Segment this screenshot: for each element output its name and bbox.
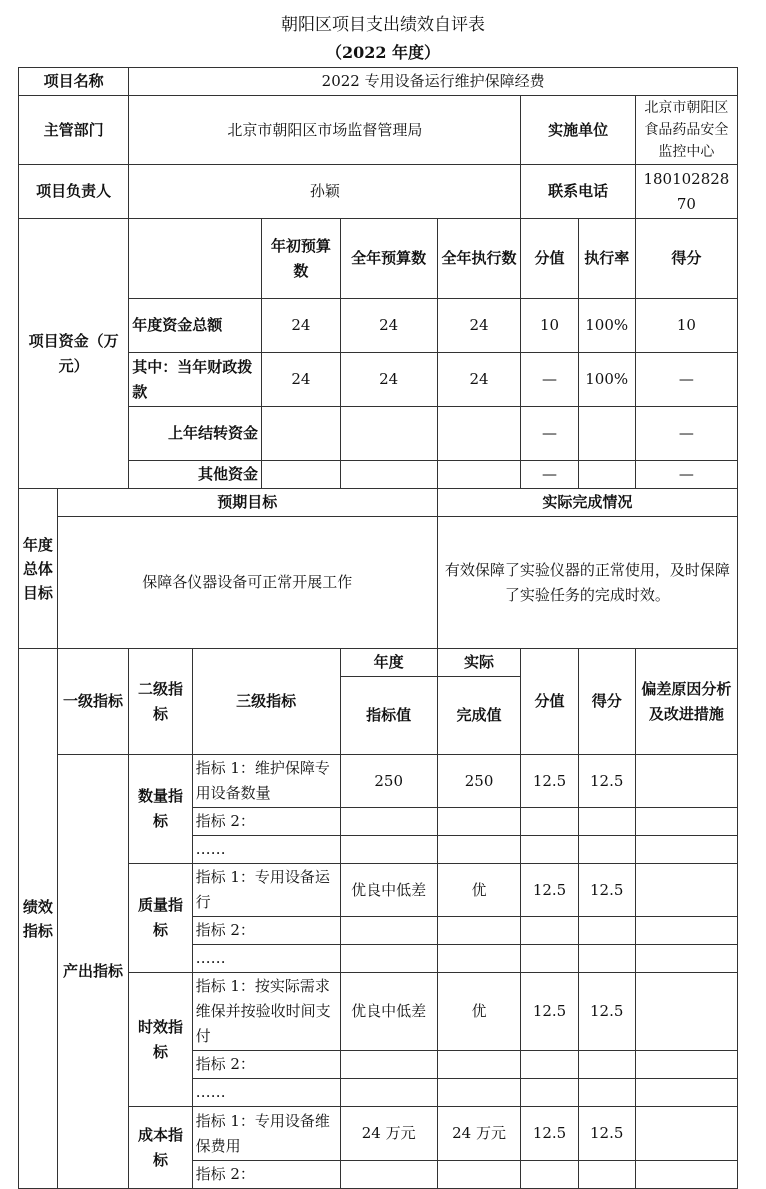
perf-level1: 产出指标: [57, 755, 129, 1189]
empty-cell: [578, 808, 635, 836]
perf-indicator: 指标 2：: [192, 808, 340, 836]
funds-label: 项目资金（万元）: [19, 219, 129, 489]
funds-score: 10: [521, 299, 578, 353]
empty-cell: [635, 1161, 737, 1189]
funds-cell: 24: [437, 299, 521, 353]
empty-cell: [635, 1079, 737, 1107]
funds-score: —: [521, 407, 578, 461]
phone-value: 18010282870: [635, 165, 737, 219]
perf-score: 12.5: [521, 973, 578, 1051]
perf-indicator: 指标 2：: [192, 1161, 340, 1189]
perf-h-year: 年度: [340, 649, 437, 677]
empty-cell: [578, 945, 635, 973]
perf-actual: 优: [437, 973, 521, 1051]
goals-label: 年度总体目标: [19, 489, 58, 649]
perf-actual: 优: [437, 864, 521, 917]
perf-h-score: 分值: [521, 649, 578, 755]
funds-rate: 100%: [578, 353, 635, 407]
empty-cell: [521, 808, 578, 836]
funds-header-3: 全年执行数: [437, 219, 521, 299]
empty-cell: [635, 917, 737, 945]
perf-h-level1: 一级指标: [57, 649, 129, 755]
empty-cell: [437, 836, 521, 864]
empty-cell: [340, 808, 437, 836]
funds-row-label: 年度资金总额: [129, 299, 262, 353]
funds-got: —: [635, 407, 737, 461]
empty-cell: [437, 1079, 521, 1107]
perf-indicator: 指标 1：按实际需求维保并按验收时间支付: [192, 973, 340, 1051]
empty-cell: [437, 945, 521, 973]
perf-actual: 24 万元: [437, 1107, 521, 1161]
funds-cell: 24: [340, 353, 437, 407]
empty-cell: [521, 917, 578, 945]
funds-blank: [129, 219, 262, 299]
perf-got: 12.5: [578, 755, 635, 808]
perf-h-dev: 偏差原因分析及改进措施: [635, 649, 737, 755]
empty-cell: [578, 836, 635, 864]
perf-dev: [635, 1107, 737, 1161]
perf-target: 优良中低差: [340, 973, 437, 1051]
perf-dev: [635, 864, 737, 917]
funds-rate: [578, 407, 635, 461]
perf-label: 绩效指标: [19, 649, 58, 1189]
funds-got: 10: [635, 299, 737, 353]
empty-cell: [635, 1051, 737, 1079]
perf-h-target: 指标值: [340, 677, 437, 755]
funds-header-rate: 执行率: [578, 219, 635, 299]
perf-score: 12.5: [521, 1107, 578, 1161]
funds-cell: [262, 461, 341, 489]
empty-cell: [437, 917, 521, 945]
page-title: 朝阳区项目支出绩效自评表: [281, 15, 485, 35]
phone-label: 联系电话: [521, 165, 635, 219]
goals-expected-header: 预期目标: [57, 489, 437, 517]
evaluation-table: [18, 67, 738, 1189]
funds-header-got: 得分: [635, 219, 737, 299]
leader-label: 项目负责人: [19, 165, 129, 219]
perf-got: 12.5: [578, 864, 635, 917]
funds-score: —: [521, 353, 578, 407]
funds-rate: [578, 461, 635, 489]
project-name: 2022 专用设备运行维护保障经费: [129, 68, 738, 96]
goals-expected: 保障各仪器设备可正常开展工作: [57, 517, 437, 649]
perf-group-name: 质量指标: [129, 864, 192, 973]
perf-got: 12.5: [578, 1107, 635, 1161]
perf-indicator: 指标 1：专用设备运行: [192, 864, 340, 917]
empty-cell: [437, 808, 521, 836]
project-name-label: 项目名称: [19, 68, 129, 96]
empty-cell: [340, 1079, 437, 1107]
perf-score: 12.5: [521, 864, 578, 917]
funds-cell: [340, 407, 437, 461]
perf-indicator: 指标 1：维护保障专用设备数量: [192, 755, 340, 808]
funds-rate: 100%: [578, 299, 635, 353]
perf-actual: 250: [437, 755, 521, 808]
empty-cell: [340, 836, 437, 864]
funds-cell: [262, 407, 341, 461]
perf-indicator: ……: [192, 945, 340, 973]
perf-got: 12.5: [578, 973, 635, 1051]
funds-row-label: 其他资金: [129, 461, 262, 489]
funds-score: —: [521, 461, 578, 489]
empty-cell: [521, 1161, 578, 1189]
perf-target: 24 万元: [340, 1107, 437, 1161]
funds-cell: [437, 461, 521, 489]
unit-label: 实施单位: [521, 96, 635, 165]
perf-target: 250: [340, 755, 437, 808]
funds-got: —: [635, 461, 737, 489]
perf-indicator: 指标 1：专用设备维保费用: [192, 1107, 340, 1161]
perf-h-actual: 完成值: [437, 677, 521, 755]
perf-h-actual-top: 实际: [437, 649, 521, 677]
leader-value: 孙颖: [129, 165, 521, 219]
goals-actual: 有效保障了实验仪器的正常使用，及时保障了实验任务的完成时效。: [437, 517, 737, 649]
perf-indicator: ……: [192, 1079, 340, 1107]
funds-row-label: 上年结转资金: [129, 407, 262, 461]
empty-cell: [340, 945, 437, 973]
empty-cell: [635, 836, 737, 864]
empty-cell: [437, 1051, 521, 1079]
dept-value: 北京市朝阳区市场监督管理局: [129, 96, 521, 165]
empty-cell: [578, 917, 635, 945]
page-subtitle: （2022 年度）: [325, 43, 441, 62]
empty-cell: [521, 945, 578, 973]
funds-got: —: [635, 353, 737, 407]
dept-label: 主管部门: [19, 96, 129, 165]
funds-header-1: 年初预算数: [262, 219, 341, 299]
funds-header-2: 全年预算数: [340, 219, 437, 299]
funds-cell: 24: [437, 353, 521, 407]
perf-indicator: 指标 2：: [192, 1051, 340, 1079]
empty-cell: [340, 1051, 437, 1079]
empty-cell: [521, 836, 578, 864]
perf-indicator: ……: [192, 836, 340, 864]
funds-row-label: 其中：当年财政拨款: [129, 353, 262, 407]
perf-target: 优良中低差: [340, 864, 437, 917]
funds-cell: [340, 461, 437, 489]
empty-cell: [635, 808, 737, 836]
goals-actual-header: 实际完成情况: [437, 489, 737, 517]
perf-indicator: 指标 2：: [192, 917, 340, 945]
empty-cell: [578, 1051, 635, 1079]
unit-value: 北京市朝阳区食品药品安全监控中心: [635, 96, 737, 165]
empty-cell: [437, 1161, 521, 1189]
empty-cell: [635, 945, 737, 973]
perf-dev: [635, 755, 737, 808]
perf-h-got: 得分: [578, 649, 635, 755]
funds-cell: [437, 407, 521, 461]
perf-group-name: 成本指标: [129, 1107, 192, 1189]
empty-cell: [578, 1079, 635, 1107]
perf-h-level2: 二级指标: [129, 649, 192, 755]
empty-cell: [340, 1161, 437, 1189]
perf-dev: [635, 973, 737, 1051]
empty-cell: [578, 1161, 635, 1189]
perf-h-level3: 三级指标: [192, 649, 340, 755]
funds-header-score: 分值: [521, 219, 578, 299]
perf-group-name: 时效指标: [129, 973, 192, 1107]
empty-cell: [340, 917, 437, 945]
funds-cell: 24: [262, 353, 341, 407]
funds-cell: 24: [262, 299, 341, 353]
funds-cell: 24: [340, 299, 437, 353]
perf-group-name: 数量指标: [129, 755, 192, 864]
perf-score: 12.5: [521, 755, 578, 808]
empty-cell: [521, 1051, 578, 1079]
empty-cell: [521, 1079, 578, 1107]
